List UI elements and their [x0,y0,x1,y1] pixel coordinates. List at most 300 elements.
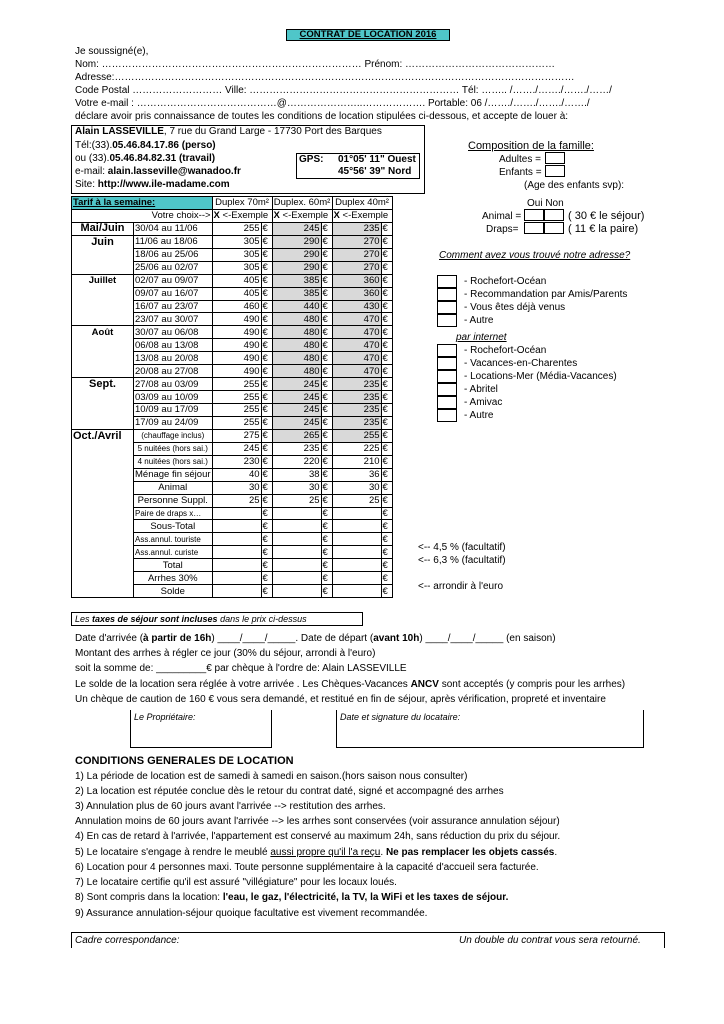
price-40: 235 [332,404,381,417]
euro-sign: € [261,429,272,442]
footer-right: Un double du contrat vous sera retourné. [459,935,641,946]
price-60: 480 [272,352,321,365]
euro-sign: € [261,339,272,352]
price-40 [332,572,381,585]
price-60: 30 [272,481,321,494]
price-60: 480 [272,365,321,378]
internet-label: par internet [456,332,507,343]
price-60: 265 [272,429,321,442]
children-field[interactable] [545,165,565,177]
euro-sign: € [381,222,392,235]
source-checkbox[interactable] [437,370,457,383]
source-option: - Autre [464,410,494,421]
source-checkbox[interactable] [437,383,457,396]
euro-sign: € [381,378,392,391]
source-option: - Vous êtes déjà venus [464,302,566,313]
euro-sign: € [381,300,392,313]
tarif-period: 30/07 au 06/08 [134,326,213,339]
owner-line-1 [75,126,382,137]
owner-tel2: 05.46.84.82.31 (travail) [109,153,216,164]
price-40: 30 [332,481,381,494]
euro-sign: € [381,235,392,248]
oui-non-header: Oui Non [527,198,564,209]
price-60: 290 [272,235,321,248]
c5d: Ne pas remplacer les objets cassés [385,847,555,858]
source-option: - Rochefort-Océan [464,276,547,287]
tarif-row [72,261,393,274]
c8a: 8) Sont compris dans la location: [75,892,223,903]
tarif-month [72,416,134,429]
tarif-month: Juin [72,235,134,248]
condition-3b: Annulation moins de 60 jours avant l'arrivée --> les arrhes sont conservées (voir assurance annulation séjour) [75,816,560,827]
euro-sign: € [381,455,392,468]
owner-line-2 [75,140,216,151]
source-checkbox[interactable] [437,344,457,357]
euro-sign: € [261,468,272,481]
euro-sign: € [321,300,332,313]
choice-70[interactable] [212,209,272,222]
price-70: 245 [212,442,261,455]
dates-e: ) ____/____/_____ (en saison) [419,633,556,644]
intro-address: Adresse:………………………………………………………………………………………………………………………… [75,72,575,83]
euro-sign: € [261,222,272,235]
source-checkbox[interactable] [437,288,457,301]
euro-sign: € [381,546,392,559]
euro-sign: € [321,507,332,520]
euro-sign: € [381,559,392,572]
euro-sign: € [321,339,332,352]
euro-sign: € [261,481,272,494]
condition-7: 7) Le locataire certifie qu'il est assuré "villégiature" pour les locaux loués. [75,877,397,888]
euro-sign: € [321,365,332,378]
euro-sign: € [381,287,392,300]
tarif-row [72,507,393,520]
children-ages-label: (Age des enfants svp): [524,180,625,191]
price-60: 480 [272,326,321,339]
price-70: 490 [212,326,261,339]
price-60: 245 [272,222,321,235]
tarif-period: Paire de draps x… [134,507,213,520]
price-60: 385 [272,287,321,300]
owner-line-5 [75,179,230,190]
euro-sign: € [381,326,392,339]
price-70: 305 [212,261,261,274]
tarif-row [72,352,393,365]
tarif-month [72,261,134,274]
price-70: 305 [212,248,261,261]
euro-sign: € [381,261,392,274]
price-40: 430 [332,300,381,313]
choice-70-exemple: <-Exemple [222,210,269,222]
euro-sign: € [261,442,272,455]
euro-sign: € [261,585,272,598]
source-checkbox[interactable] [437,357,457,370]
price-40: 36 [332,468,381,481]
price-70 [212,559,261,572]
euro-sign: € [261,261,272,274]
tarif-month [72,507,134,520]
price-70: 490 [212,313,261,326]
euro-sign: € [381,313,392,326]
tarif-period: Ass.annul. touriste [134,533,213,546]
price-60: 290 [272,248,321,261]
note-curiste: <-- 6,3 % (facultatif) [418,555,506,566]
dates-b: à partir de 16h [143,633,212,644]
euro-sign: € [321,520,332,533]
price-40 [332,559,381,572]
euro-sign: € [381,365,392,378]
price-40: 255 [332,429,381,442]
price-70 [212,572,261,585]
col-header-70: Duplex 70m² [212,197,272,210]
tarif-month [72,248,134,261]
tarif-row [72,378,393,391]
condition-4: 4) En cas de retard à l'arrivée, l'appartement est conservé au maximum 24h, sans réduction du prix du séjour. [75,831,561,842]
tarif-row [72,326,393,339]
euro-sign: € [261,455,272,468]
owner-tel: 05.46.84.17.86 (perso) [112,140,216,151]
tarif-row [72,429,393,442]
euro-sign: € [261,248,272,261]
euro-sign: € [321,287,332,300]
dates-a: Date d'arrivée ( [75,633,144,644]
tarif-period: 09/07 au 16/07 [134,287,213,300]
tarif-month [72,300,134,313]
price-40: 235 [332,378,381,391]
euro-sign: € [381,429,392,442]
tarif-period: 5 nuitées (hors sai.) [134,442,213,455]
tarif-period: Ass.annul. curiste [134,546,213,559]
euro-sign: € [261,559,272,572]
tarif-month [72,546,134,559]
price-60: 220 [272,455,321,468]
euro-sign: € [381,248,392,261]
intro-line-1: Je soussigné(e), [75,46,149,57]
euro-sign: € [321,261,332,274]
owner-tel2-prefix: ou (33). [75,153,110,164]
euro-sign: € [321,235,332,248]
source-option: - Rochefort-Océan [464,345,547,356]
tarif-month: Oct./Avril [72,429,134,442]
euro-sign: € [261,572,272,585]
price-60: 245 [272,391,321,404]
euro-sign: € [321,494,332,507]
euro-sign: € [381,533,392,546]
gps-longitude: 01°05' 11" Ouest [338,154,416,165]
euro-sign: € [381,507,392,520]
dates-c: ) ____/____/_____. Date de départ ( [211,633,374,644]
tarif-month [72,455,134,468]
tarif-period: 13/08 au 20/08 [134,352,213,365]
taxes-bold: taxes de séjour sont incluses [92,614,218,624]
tarif-row [72,235,393,248]
tarif-row [72,585,393,598]
tarif-table [71,196,393,598]
owner-site-prefix: Site: [75,179,98,190]
conditions-title: CONDITIONS GENERALES DE LOCATION [75,755,294,767]
tarif-period: 25/06 au 02/07 [134,261,213,274]
tarif-period: Total [134,559,213,572]
price-40: 235 [332,391,381,404]
price-60: 480 [272,339,321,352]
euro-sign: € [381,572,392,585]
source-checkbox[interactable] [437,409,457,422]
condition-1: 1) La période de location est de samedi à samedi en saison.(hors saison nous consulter) [75,771,468,782]
euro-sign: € [321,274,332,287]
euro-sign: € [381,520,392,533]
owner-signature-label: Le Propriétaire: [134,712,196,722]
price-40: 270 [332,235,381,248]
owner-line-3 [75,153,215,164]
tarif-month [72,481,134,494]
tarif-period: 16/07 au 23/07 [134,300,213,313]
taxes-post: dans le prix ci-dessus [217,614,307,624]
euro-sign: € [261,235,272,248]
tarif-row [72,520,393,533]
price-60: 38 [272,468,321,481]
price-70: 305 [212,235,261,248]
source-option: - Locations-Mer (Média-Vacances) [464,371,617,382]
choice-40[interactable] [332,209,392,222]
price-60: 385 [272,274,321,287]
owner-tel-prefix: Tél:(33). [75,140,113,151]
tarif-row [72,300,393,313]
c5e: . [554,847,558,858]
tarif-month [72,572,134,585]
euro-sign: € [321,572,332,585]
tarif-row [72,339,393,352]
draps-non-checkbox[interactable] [544,222,564,234]
price-70: 30 [212,481,261,494]
solde-ancv: ANCV [410,679,439,690]
euro-sign: € [321,352,332,365]
owner-name: Alain LASSEVILLE [75,126,164,137]
euro-sign: € [261,352,272,365]
animal-oui-checkbox[interactable] [524,209,544,221]
tarif-row [72,442,393,455]
price-60: 245 [272,416,321,429]
tarif-month [72,585,134,598]
somme-line: soit la somme de: _________€ par chèque à l'ordre de: Alain LASSEVILLE [75,663,407,674]
tarif-row [72,494,393,507]
price-60: 245 [272,378,321,391]
price-70: 255 [212,378,261,391]
tarif-period: 06/08 au 13/08 [134,339,213,352]
tarif-period: 03/09 au 10/09 [134,391,213,404]
price-70: 405 [212,274,261,287]
tarif-row [72,391,393,404]
tarif-row [72,287,393,300]
taxes-pre: Les [75,614,93,624]
tarif-row [72,559,393,572]
price-40: 25 [332,494,381,507]
choice-label: Votre choix--> [134,209,213,222]
price-60 [272,507,321,520]
solde-line [75,679,625,690]
gps-latitude: 45°56' 39" Nord [338,166,412,177]
solde-c: sont acceptés (y compris pour les arrhes) [438,679,626,690]
tarif-period: 30/04 au 11/06 [134,222,213,235]
euro-sign: € [261,533,272,546]
price-60 [272,559,321,572]
price-60: 480 [272,313,321,326]
price-70: 405 [212,287,261,300]
euro-sign: € [381,416,392,429]
source-question: Comment avez vous trouvé notre adresse? [439,250,631,261]
animal-price: ( 30 € le séjour) [568,210,645,222]
tarif-period: 11/06 au 18/06 [134,235,213,248]
euro-sign: € [261,546,272,559]
euro-sign: € [261,300,272,313]
price-70: 255 [212,416,261,429]
euro-sign: € [321,326,332,339]
tarif-month [72,533,134,546]
c5b: aussi propre qu'il l'a reçu [270,847,381,858]
col-header-40: Duplex 40m² [332,197,392,210]
c5c: . [380,847,386,858]
euro-sign: € [261,287,272,300]
choice-spacer [72,209,134,222]
price-70: 490 [212,365,261,378]
price-70 [212,585,261,598]
draps-oui-checkbox[interactable] [524,222,544,234]
euro-sign: € [321,416,332,429]
tarif-row [72,313,393,326]
price-70: 40 [212,468,261,481]
tarif-period: Solde [134,585,213,598]
tarif-period: 17/09 au 24/09 [134,416,213,429]
tarif-period: Arrhes 30% [134,572,213,585]
owner-line-4 [75,166,241,177]
price-70: 490 [212,352,261,365]
price-40: 470 [332,326,381,339]
tarif-row [72,481,393,494]
animal-non-checkbox[interactable] [544,209,564,221]
euro-sign: € [321,546,332,559]
choice-40-exemple: <-Exemple [342,210,389,222]
price-40: 470 [332,352,381,365]
price-70 [212,533,261,546]
price-60 [272,546,321,559]
euro-sign: € [381,585,392,598]
draps-label: Draps= [486,224,519,235]
source-checkbox[interactable] [437,314,457,327]
condition-9: 9) Assurance annulation-séjour quoique facultative est vivement recommandée. [75,908,428,919]
euro-sign: € [261,326,272,339]
source-option: - Vacances-en-Charentes [464,358,578,369]
choice-70-x: X [213,210,220,222]
price-60 [272,533,321,546]
tarif-row [72,365,393,378]
euro-sign: € [321,585,332,598]
euro-sign: € [321,222,332,235]
price-60 [272,585,321,598]
source-checkbox[interactable] [437,301,457,314]
euro-sign: € [321,559,332,572]
choice-60[interactable] [272,209,332,222]
source-option: - Amivac [464,397,503,408]
euro-sign: € [321,468,332,481]
tarif-month [72,339,134,352]
tarif-period: (chauffage inclus) [134,429,213,442]
tarif-period: 20/08 au 27/08 [134,365,213,378]
condition-6: 6) Location pour 4 personnes maxi. Toute personne supplémentaire à la capacité d'accueil sera facturée. [75,862,539,873]
intro-name: Nom: …………………………………………………………………… Prénom: ……………………………………… [75,59,556,70]
source-option: - Recommandation par Amis/Parents [464,289,628,300]
tarif-month: Août [72,326,134,339]
euro-sign: € [261,494,272,507]
euro-sign: € [261,416,272,429]
price-40 [332,546,381,559]
price-70: 275 [212,429,261,442]
price-40 [332,507,381,520]
price-40: 360 [332,287,381,300]
euro-sign: € [261,378,272,391]
tarif-period: Animal [134,481,213,494]
tarif-month: Sept. [72,378,134,391]
euro-sign: € [381,468,392,481]
source-checkbox[interactable] [437,275,457,288]
tarif-row [72,248,393,261]
euro-sign: € [261,313,272,326]
price-40: 470 [332,365,381,378]
price-40: 225 [332,442,381,455]
euro-sign: € [321,378,332,391]
price-60 [272,520,321,533]
footer-left: Cadre correspondance: [75,935,180,946]
tarif-period: 4 nuitées (hors sai.) [134,455,213,468]
price-40: 360 [332,274,381,287]
euro-sign: € [321,442,332,455]
tarif-period: 27/08 au 03/09 [134,378,213,391]
children-label: Enfants = [499,167,542,178]
tarif-month [72,468,134,481]
tarif-row [72,546,393,559]
tarif-row [72,222,393,235]
price-60: 245 [272,404,321,417]
tarif-row [72,274,393,287]
draps-price: ( 11 € la paire) [568,223,639,235]
price-60: 25 [272,494,321,507]
euro-sign: € [261,520,272,533]
euro-sign: € [261,391,272,404]
solde-a: Le solde de la location sera réglée à votre arrivée . Les Chèques-Vacances [75,679,411,690]
tarif-row [72,416,393,429]
euro-sign: € [321,248,332,261]
price-70: 255 [212,404,261,417]
tarif-row [72,455,393,468]
tarif-row [72,572,393,585]
owner-address: , 7 rue du Grand Large - 17730 Port des Barques [163,126,382,137]
tarif-month [72,559,134,572]
tarif-row [72,404,393,417]
source-checkbox[interactable] [437,396,457,409]
note-touriste: <-- 4,5 % (facultatif) [418,542,506,553]
dates-d: avant 10h [373,633,420,644]
c5a: 5) Le locataire s'engage à rendre le meublé [75,847,271,858]
price-70: 255 [212,391,261,404]
tarif-period: 18/06 au 25/06 [134,248,213,261]
adults-field[interactable] [545,152,565,164]
choice-60-x: X [273,210,280,222]
choice-40-x: X [333,210,340,222]
euro-sign: € [381,494,392,507]
tarif-row [72,468,393,481]
tarif-period: 02/07 au 09/07 [134,274,213,287]
arrhes-line: Montant des arrhes à régler ce jour (30% du séjour, arrondi à l'euro) [75,648,376,659]
euro-sign: € [321,429,332,442]
price-60: 235 [272,442,321,455]
